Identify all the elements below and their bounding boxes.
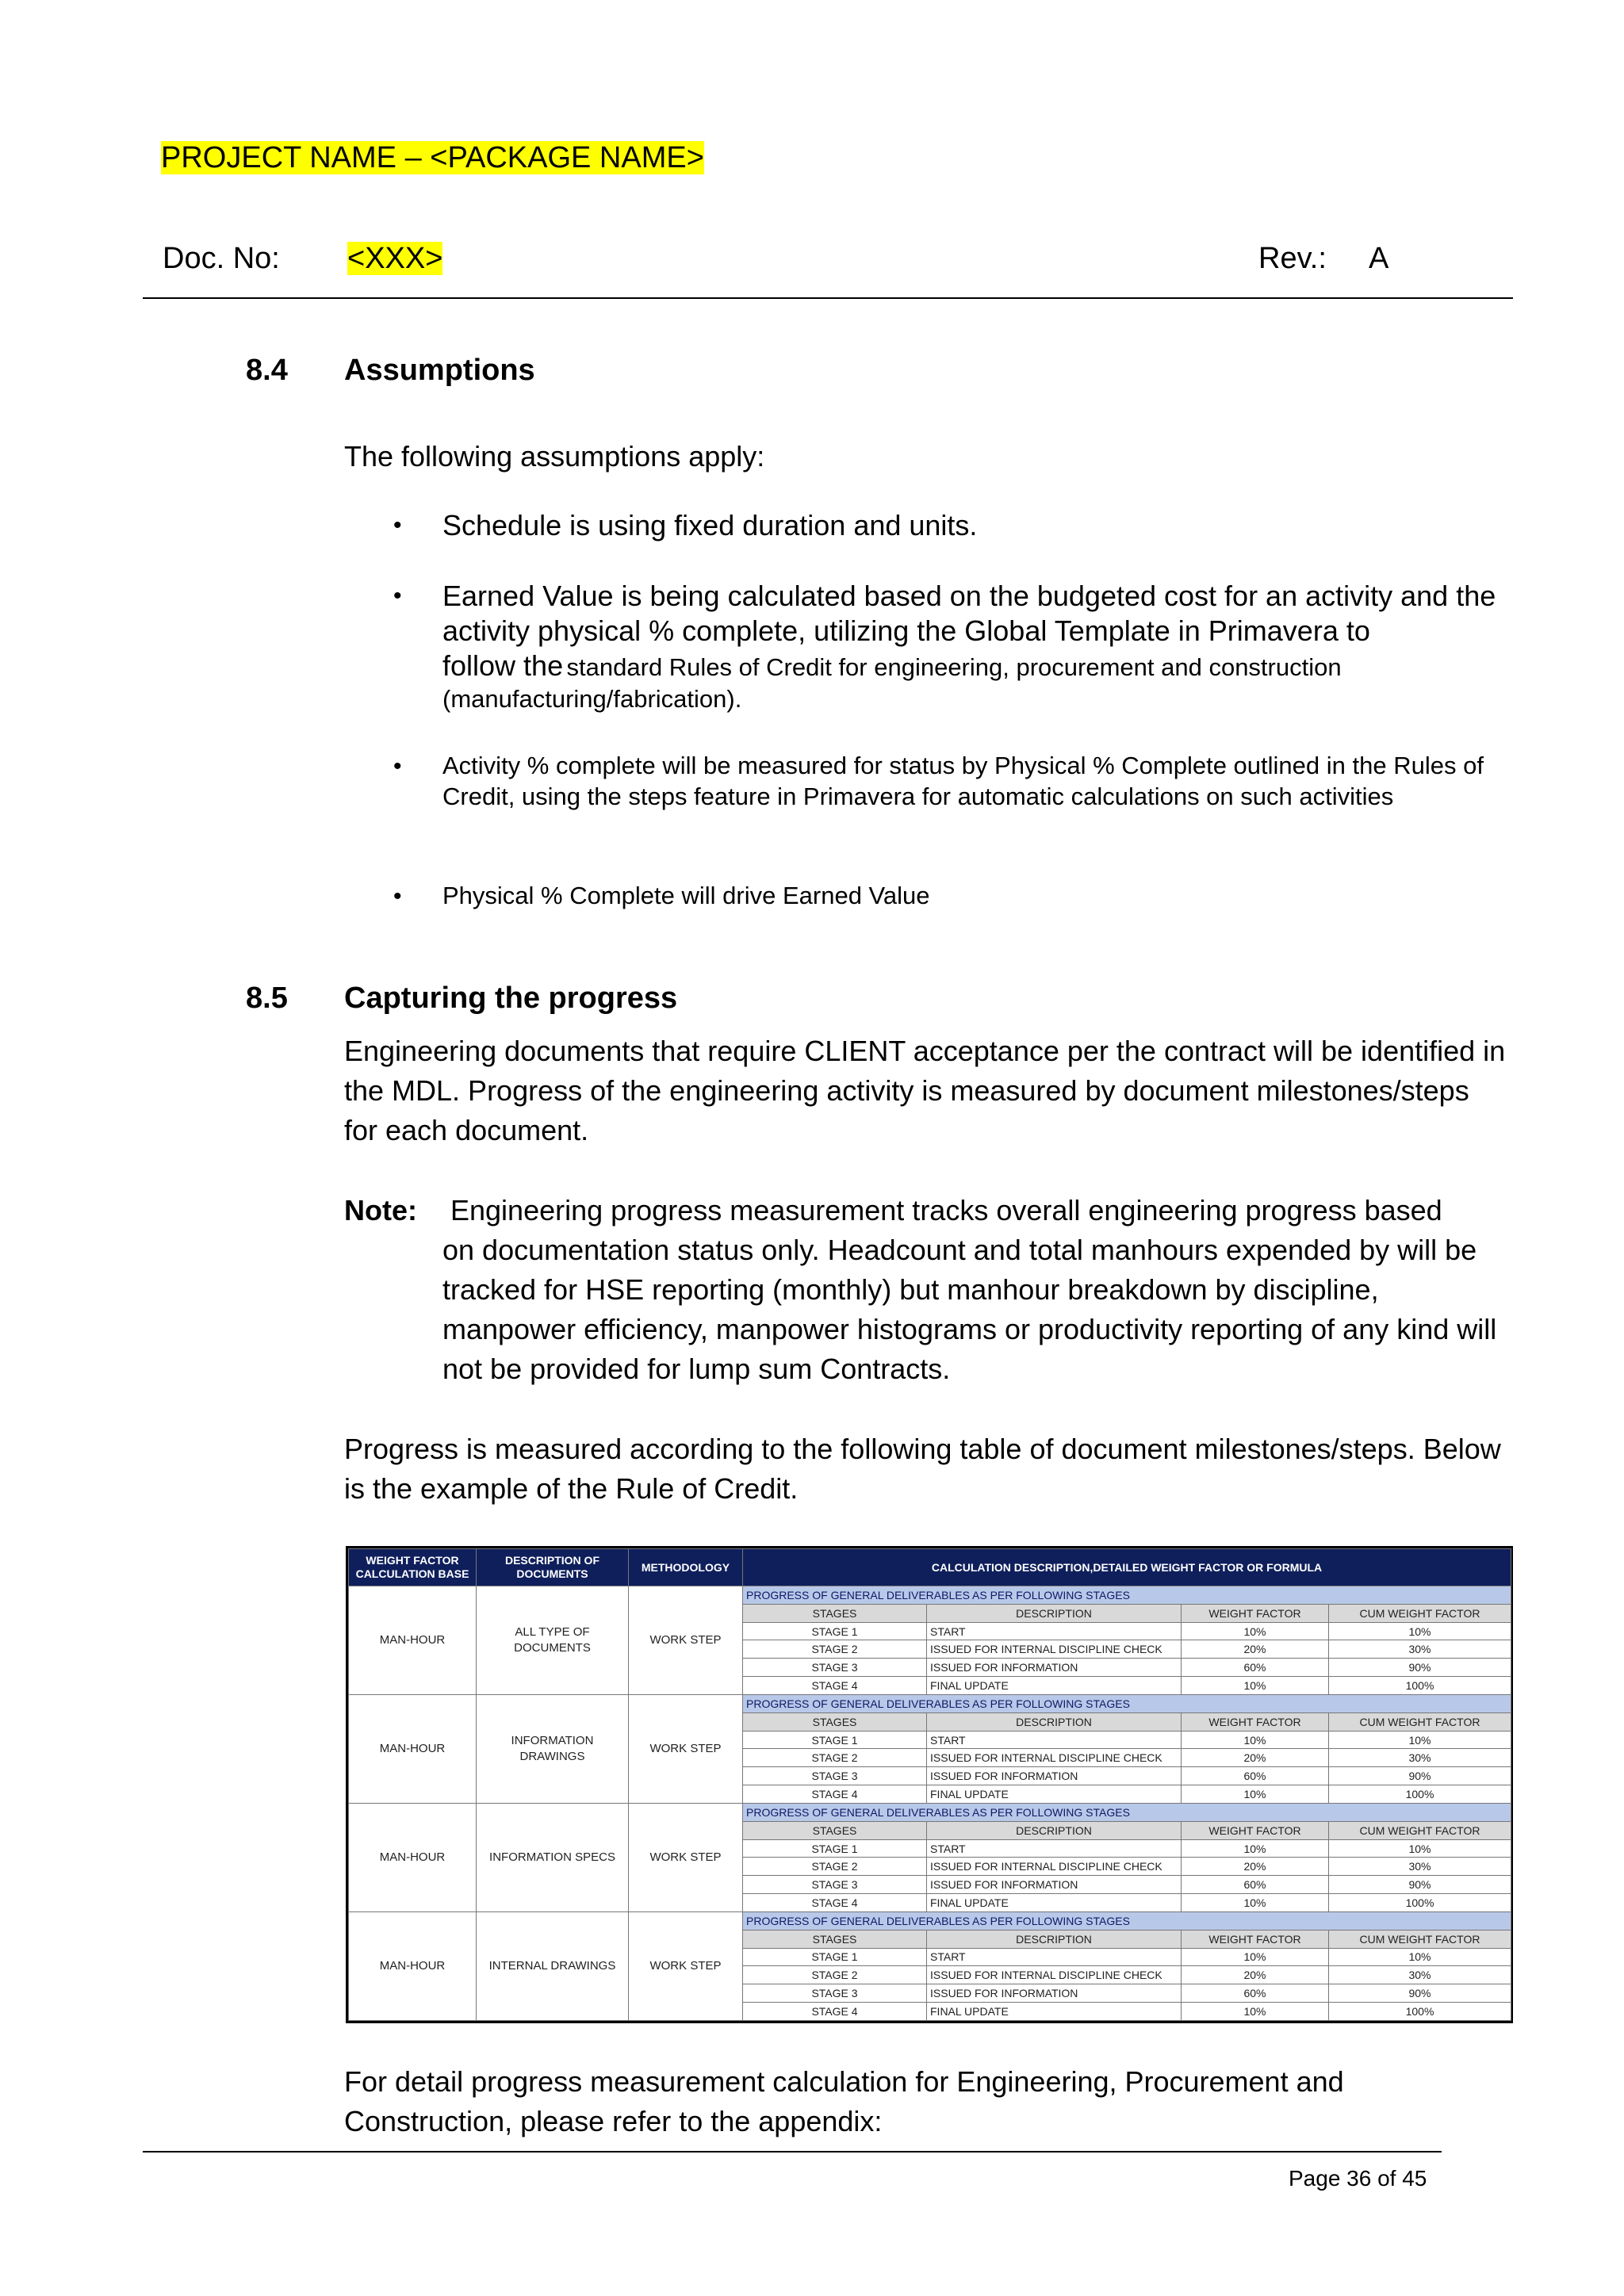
- assumption-2-lead: follow the: [442, 649, 564, 682]
- group-label-cell: PROGRESS OF GENERAL DELIVERABLES AS PER FOLLOWING STAGES: [743, 1586, 1511, 1605]
- stage-cell: STAGE 4: [743, 1894, 927, 1912]
- stage-cell: STAGE 3: [743, 1767, 927, 1785]
- group-label-cell: PROGRESS OF GENERAL DELIVERABLES AS PER FOLLOWING STAGES: [743, 1911, 1511, 1930]
- doc-description-cell: INFORMATION SPECS: [477, 1803, 629, 1911]
- weight-factor-cell: 20%: [1182, 1749, 1329, 1767]
- weight-factor-cell: 60%: [1182, 1659, 1329, 1677]
- stage-description-cell: START: [927, 1948, 1182, 1966]
- weight-factor-cell: 10%: [1182, 1622, 1329, 1640]
- section-8-5-para2: Progress is measured according to the following table of document milestones/steps. Below is the example of the Rule of Credit.: [344, 1433, 1501, 1505]
- page-number: Page 36 of 45: [1289, 2166, 1427, 2191]
- doc-description-cell: INFORMATION DRAWINGS: [477, 1694, 629, 1803]
- stage-cell: STAGE 1: [743, 1948, 927, 1966]
- assumption-2-cont: [442, 649, 1513, 714]
- subheader-cell: CUM WEIGHT FACTOR: [1329, 1821, 1511, 1839]
- stage-description-cell: START: [927, 1839, 1182, 1858]
- methodology-cell: WORK STEP: [629, 1694, 743, 1803]
- cum-weight-factor-cell: 90%: [1329, 1659, 1511, 1677]
- stage-description-cell: START: [927, 1622, 1182, 1640]
- stage-cell: STAGE 4: [743, 1785, 927, 1804]
- cum-weight-factor-cell: 30%: [1329, 1966, 1511, 1984]
- stage-description-cell: ISSUED FOR INTERNAL DISCIPLINE CHECK: [927, 1966, 1182, 1984]
- rev-value: A: [1369, 242, 1389, 275]
- methodology-cell: WORK STEP: [629, 1803, 743, 1911]
- weight-factor-cell: 10%: [1182, 1677, 1329, 1695]
- weight-factor-cell: 60%: [1182, 1876, 1329, 1894]
- subheader-cell: STAGES: [743, 1604, 927, 1622]
- section-8-5-title: Capturing the progress: [344, 982, 678, 1015]
- stage-cell: STAGE 1: [743, 1839, 927, 1858]
- stage-description-cell: ISSUED FOR INTERNAL DISCIPLINE CHECK: [927, 1858, 1182, 1876]
- table-header-row: [349, 1549, 1511, 1586]
- header-divider: [143, 297, 1513, 299]
- weight-factor-cell: 10%: [1182, 1894, 1329, 1912]
- table-group-row: [349, 1911, 1511, 1930]
- assumption-2: Earned Value is being calculated based on the budgeted cost for an activity and the activity physical % complete, utilizing the Global Template in Primavera to: [442, 580, 1496, 647]
- doc-description-cell: ALL TYPE OF DOCUMENTS: [477, 1586, 629, 1695]
- section-8-4-title: Assumptions: [344, 354, 535, 387]
- section-8-5-number: 8.5: [246, 982, 288, 1015]
- note-first-line: Engineering progress measurement tracks overall engineering progress based: [450, 1194, 1442, 1226]
- cum-weight-factor-cell: 30%: [1329, 1640, 1511, 1659]
- subheader-cell: DESCRIPTION: [927, 1821, 1182, 1839]
- subheader-cell: DESCRIPTION: [927, 1712, 1182, 1731]
- weight-factor-cell: 10%: [1182, 1785, 1329, 1804]
- stage-description-cell: ISSUED FOR INTERNAL DISCIPLINE CHECK: [927, 1640, 1182, 1659]
- stage-description-cell: FINAL UPDATE: [927, 2003, 1182, 2021]
- subheader-cell: CUM WEIGHT FACTOR: [1329, 1712, 1511, 1731]
- stage-description-cell: FINAL UPDATE: [927, 1894, 1182, 1912]
- subheader-cell: STAGES: [743, 1712, 927, 1731]
- methodology-cell: WORK STEP: [629, 1911, 743, 2020]
- table-group-row: [349, 1694, 1511, 1712]
- project-name: [161, 140, 704, 176]
- subheader-cell: CUM WEIGHT FACTOR: [1329, 1604, 1511, 1622]
- subheader-cell: WEIGHT FACTOR: [1182, 1712, 1329, 1731]
- group-label-cell: PROGRESS OF GENERAL DELIVERABLES AS PER FOLLOWING STAGES: [743, 1803, 1511, 1821]
- stage-description-cell: ISSUED FOR INFORMATION: [927, 1876, 1182, 1894]
- cum-weight-factor-cell: 100%: [1329, 2003, 1511, 2021]
- weight-factor-cell: 10%: [1182, 1839, 1329, 1858]
- bullet-icon: •: [393, 583, 402, 609]
- header-doc-description: DESCRIPTION OF DOCUMENTS: [477, 1549, 629, 1586]
- section-8-5-para1: Engineering documents that require CLIENT acceptance per the contract will be identified in the MDL. Progress of the engineering activity is measured by document milestones/steps for each document.: [344, 1035, 1506, 1146]
- subheader-cell: CUM WEIGHT FACTOR: [1329, 1930, 1511, 1948]
- bullet-icon: •: [393, 512, 402, 538]
- stage-description-cell: ISSUED FOR INFORMATION: [927, 1659, 1182, 1677]
- methodology-cell: WORK STEP: [629, 1586, 743, 1695]
- subheader-cell: WEIGHT FACTOR: [1182, 1821, 1329, 1839]
- cum-weight-factor-cell: 100%: [1329, 1894, 1511, 1912]
- weight-base-cell: MAN-HOUR: [349, 1586, 477, 1695]
- stage-cell: STAGE 2: [743, 1966, 927, 1984]
- stage-description-cell: START: [927, 1731, 1182, 1749]
- subheader-cell: DESCRIPTION: [927, 1930, 1182, 1948]
- weight-factor-cell: 60%: [1182, 1984, 1329, 2003]
- footer-divider: [143, 2151, 1442, 2152]
- stage-cell: STAGE 1: [743, 1731, 927, 1749]
- weight-factor-cell: 10%: [1182, 2003, 1329, 2021]
- cum-weight-factor-cell: 100%: [1329, 1677, 1511, 1695]
- stage-cell: STAGE 3: [743, 1659, 927, 1677]
- assumption-2-tail: standard Rules of Credit for engineering, procurement and construction (manufacturing/fabrication).: [442, 653, 1342, 713]
- table-group-row: [349, 1803, 1511, 1821]
- stage-cell: STAGE 1: [743, 1622, 927, 1640]
- subheader-cell: STAGES: [743, 1821, 927, 1839]
- doc-description-cell: INTERNAL DRAWINGS: [477, 1911, 629, 2020]
- assumption-1: Schedule is using fixed duration and units.: [442, 509, 978, 541]
- stage-cell: STAGE 3: [743, 1876, 927, 1894]
- cum-weight-factor-cell: 10%: [1329, 1948, 1511, 1966]
- project-name-text: PROJECT NAME – <PACKAGE NAME>: [161, 141, 704, 174]
- header-calculation: CALCULATION DESCRIPTION,DETAILED WEIGHT FACTOR OR FORMULA: [743, 1549, 1511, 1586]
- stage-description-cell: ISSUED FOR INFORMATION: [927, 1767, 1182, 1785]
- bullet-icon: •: [393, 753, 402, 779]
- group-label-cell: PROGRESS OF GENERAL DELIVERABLES AS PER FOLLOWING STAGES: [743, 1694, 1511, 1712]
- cum-weight-factor-cell: 90%: [1329, 1767, 1511, 1785]
- section-8-4-number: 8.4: [246, 354, 288, 387]
- bullet-icon: •: [393, 883, 402, 909]
- assumption-4: Physical % Complete will drive Earned Value: [442, 882, 930, 909]
- weight-base-cell: MAN-HOUR: [349, 1911, 477, 2020]
- note-label: Note:: [344, 1194, 417, 1226]
- table-group-row: [349, 1586, 1511, 1605]
- header-weight-base: WEIGHT FACTOR CALCULATION BASE: [349, 1549, 477, 1586]
- weight-factor-cell: 60%: [1182, 1767, 1329, 1785]
- assumption-3: Activity % complete will be measured for status by Physical % Complete outlined in the Rules of Credit, using the steps feature in Primavera for automatic calculations on such activities: [442, 752, 1484, 810]
- weight-factor-cell: 20%: [1182, 1966, 1329, 1984]
- subheader-cell: DESCRIPTION: [927, 1604, 1182, 1622]
- doc-no-value: [347, 242, 442, 276]
- cum-weight-factor-cell: 30%: [1329, 1749, 1511, 1767]
- cum-weight-factor-cell: 30%: [1329, 1858, 1511, 1876]
- note-text: on documentation status only. Headcount and total manhours expended by will be tracked for HSE reporting (monthly) but manhour breakdown by discipline, manpower efficiency, manpower histograms or productivity reporting of any kind will not be provided for lump sum Contracts.: [442, 1234, 1497, 1385]
- cum-weight-factor-cell: 100%: [1329, 1785, 1511, 1804]
- stage-cell: STAGE 2: [743, 1858, 927, 1876]
- subheader-cell: STAGES: [743, 1930, 927, 1948]
- stage-cell: STAGE 2: [743, 1640, 927, 1659]
- subheader-cell: WEIGHT FACTOR: [1182, 1930, 1329, 1948]
- weight-base-cell: MAN-HOUR: [349, 1694, 477, 1803]
- weight-factor-cell: 20%: [1182, 1640, 1329, 1659]
- weight-base-cell: MAN-HOUR: [349, 1803, 477, 1911]
- stage-description-cell: FINAL UPDATE: [927, 1677, 1182, 1695]
- stage-cell: STAGE 2: [743, 1749, 927, 1767]
- weight-factor-cell: 10%: [1182, 1948, 1329, 1966]
- weight-factor-cell: 10%: [1182, 1731, 1329, 1749]
- cum-weight-factor-cell: 10%: [1329, 1731, 1511, 1749]
- doc-no-label: Doc. No:: [163, 242, 280, 275]
- cum-weight-factor-cell: 90%: [1329, 1876, 1511, 1894]
- cum-weight-factor-cell: 10%: [1329, 1839, 1511, 1858]
- subheader-cell: WEIGHT FACTOR: [1182, 1604, 1329, 1622]
- stage-cell: STAGE 3: [743, 1984, 927, 2003]
- stage-cell: STAGE 4: [743, 2003, 927, 2021]
- stage-cell: STAGE 4: [743, 1677, 927, 1695]
- rule-of-credit-table: [346, 1546, 1513, 2023]
- stage-description-cell: ISSUED FOR INTERNAL DISCIPLINE CHECK: [927, 1749, 1182, 1767]
- header-methodology: METHODOLOGY: [629, 1549, 743, 1586]
- stage-description-cell: FINAL UPDATE: [927, 1785, 1182, 1804]
- stage-description-cell: ISSUED FOR INFORMATION: [927, 1984, 1182, 2003]
- cum-weight-factor-cell: 10%: [1329, 1622, 1511, 1640]
- weight-factor-cell: 20%: [1182, 1858, 1329, 1876]
- cum-weight-factor-cell: 90%: [1329, 1984, 1511, 2003]
- doc-no-value-text: <XXX>: [347, 242, 443, 275]
- section-8-5-para3: For detail progress measurement calculation for Engineering, Procurement and Construction, please refer to the appendix:: [344, 2065, 1344, 2137]
- section-8-4-intro: The following assumptions apply:: [344, 440, 765, 473]
- rev-label: Rev.:: [1258, 242, 1327, 275]
- rule-of-credit-grid: [348, 1548, 1511, 2021]
